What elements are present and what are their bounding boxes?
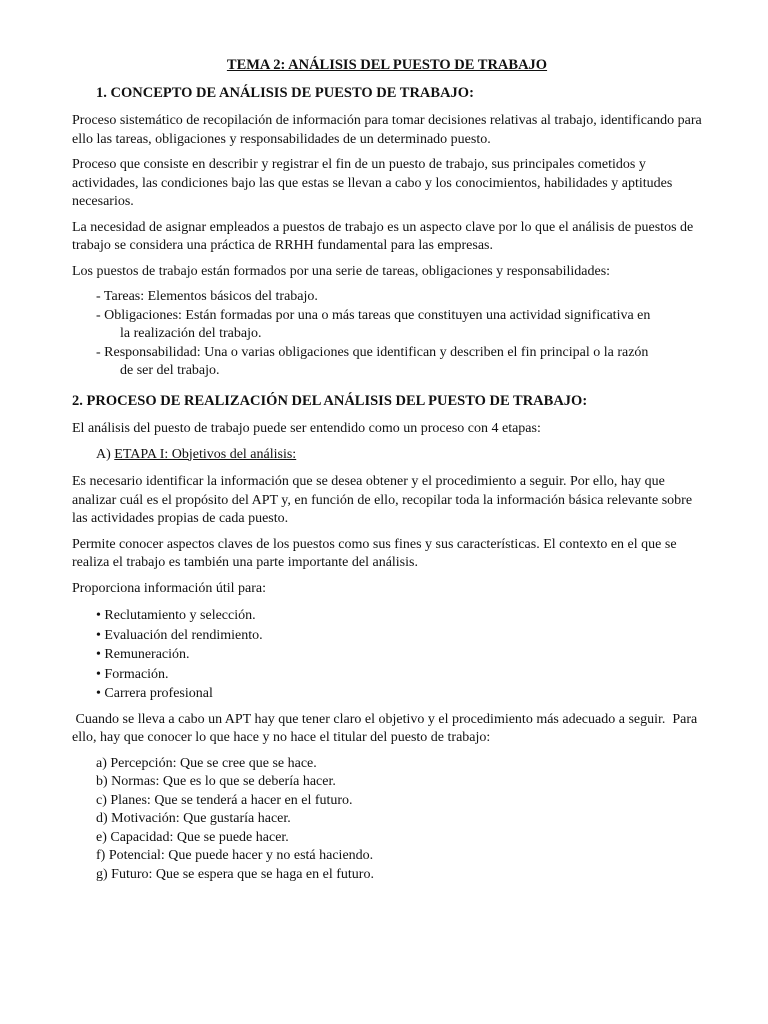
stage-prefix: A) — [96, 446, 115, 462]
section-2-heading: 2. PROCESO DE REALIZACIÓN DEL ANÁLISIS DEL PUESTO DE TRABAJO: — [72, 392, 588, 409]
paragraph: Proceso que consiste en describir y registrar el fin de un puesto de trabajo, sus principales cometidos y actividades, las condiciones bajo las que estas se llevan a cabo y los conocimientos, habilidades y aptitudes necesarios. — [72, 157, 673, 209]
list-item: • Formación. — [96, 666, 169, 682]
paragraph: El análisis del puesto de trabajo puede ser entendido como un proceso con 4 etapas: — [72, 421, 541, 436]
list-item: b) Normas: Que es lo que se debería hacer. — [96, 774, 336, 789]
stage-heading — [72, 446, 702, 465]
paragraph: La necesidad de asignar empleados a puestos de trabajo es un aspecto clave por lo que el análisis de puestos de trabajo se considera una práctica de RRHH fundamental para las empresas. — [72, 219, 694, 253]
list-item-continuation: la realización del trabajo. — [120, 326, 262, 341]
paragraph: Proporciona información útil para: — [72, 580, 266, 596]
paragraph: Los puestos de trabajo están formados por una serie de tareas, obligaciones y responsabilidades: — [72, 263, 611, 279]
list-item: - Responsabilidad: Una o varias obligaciones que identifican y describen el fin principal o la razón — [96, 344, 649, 360]
list-item: • Reclutamiento y selección. — [96, 608, 256, 623]
stage-label: ETAPA I: Objetivos del análisis: — [114, 446, 297, 462]
job-components-list — [72, 288, 702, 381]
list-item: • Carrera profesional — [96, 686, 213, 701]
list-item: - Obligaciones: Están formadas por una o más tareas que constituyen una actividad significativa en — [96, 307, 651, 323]
list-item: • Evaluación del rendimiento. — [96, 627, 263, 643]
list-item-continuation: de ser del trabajo. — [120, 363, 220, 378]
page-content — [72, 56, 702, 891]
paragraph: Es necesario identificar la información que se desea obtener y el procedimiento a seguir. Por ello, hay que analizar cuál es el propósito del APT y, en función de ello, recopilar toda la información básica relevante sobre las actividades propias de cada puesto. — [72, 474, 693, 526]
list-item: e) Capacidad: Que se puede hacer. — [96, 829, 289, 845]
list-item: g) Futuro: Que se espera que se haga en el futuro. — [96, 866, 374, 882]
uses-list — [72, 607, 702, 704]
list-item: • Remuneración. — [96, 647, 190, 662]
list-item: d) Motivación: Que gustaría hacer. — [96, 811, 291, 826]
section-1-heading: 1. CONCEPTO DE ANÁLISIS DE PUESTO DE TRABAJO: — [96, 84, 474, 101]
list-item: f) Potencial: Que puede hacer y no está haciendo. — [96, 848, 374, 863]
paragraph: Permite conocer aspectos claves de los puestos como sus fines y sus características. El contexto en el que se realiza el trabajo es también una parte importante del análisis. — [72, 536, 677, 570]
list-item: c) Planes: Que se tenderá a hacer en el futuro. — [96, 792, 353, 808]
paragraph: Proceso sistemático de recopilación de información para tomar decisiones relativas al trabajo, identificando para ello las tareas, obligaciones y responsabilidades de un determinado puesto. — [72, 113, 702, 147]
list-item: - Tareas: Elementos básicos del trabajo. — [96, 289, 318, 304]
list-item: a) Percepción: Que se cree que se hace. — [96, 755, 317, 771]
document-title: TEMA 2: ANÁLISIS DEL PUESTO DE TRABAJO — [226, 57, 548, 73]
aspects-list — [72, 755, 702, 885]
paragraph: Cuando se lleva a cabo un APT hay que tener claro el objetivo y el procedimiento más adecuado a seguir. Para ello, hay que conocer lo que hace y no hace el titular del puesto de trabajo: — [72, 711, 701, 745]
